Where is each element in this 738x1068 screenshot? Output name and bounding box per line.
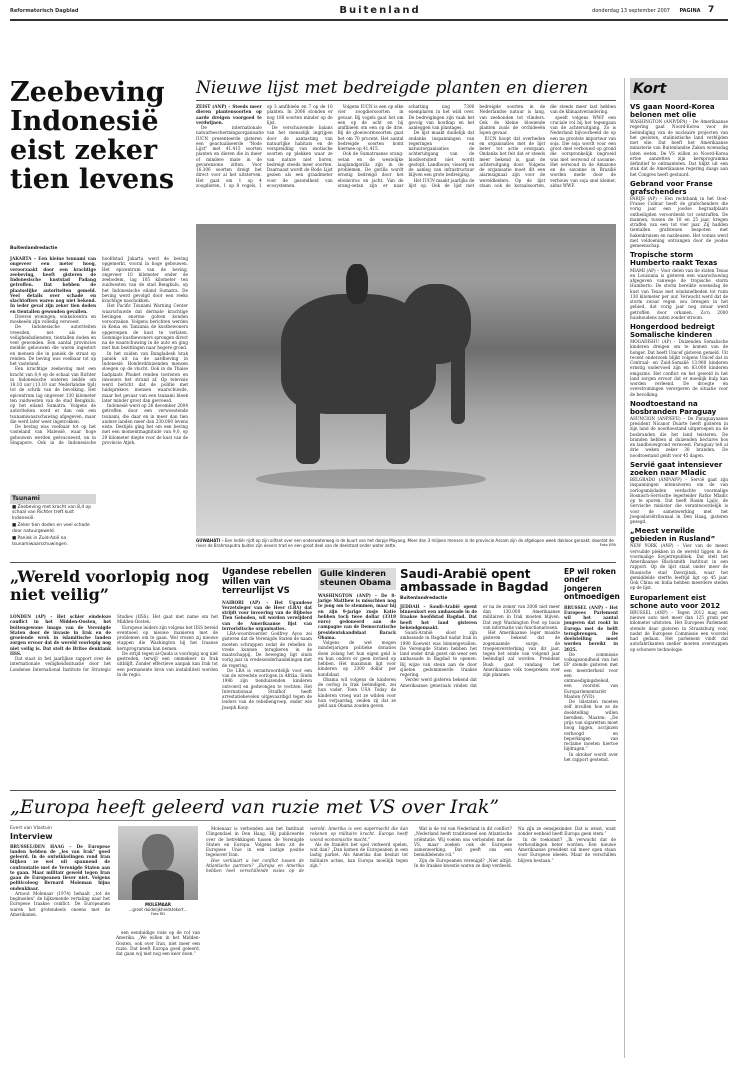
europa-photo-caption: MOLEMAAR ...groot duidelijkheidstekort... Foto RD xyxy=(118,902,198,916)
elephant-photo xyxy=(196,224,616,536)
plants-paragraph: Het IUCN maakt jaarlijks de lijst op. Ook de lijst met bedreigde soorten in de Nederlandse natuur is lang, van zeehonden tot vlinders. Ook de kleine bloeiende planten zoals de orchideeën lopen gevaar. xyxy=(408,104,546,188)
kort-label-banner xyxy=(630,78,728,100)
plants-intro: ZEIST (ANP) – Steeds meer dieren plantensoorten op aarde dreigen voorgoed te verdwijnen. xyxy=(196,104,262,125)
rider xyxy=(346,264,368,304)
plants-paragraph: De verschuivende balans van het menselijk ingrijpen door de aantasting van natuurlijke habitats en de verspreiding van exotische soorten op plekken waar ze van nature niet horen, bedreigt steeds meer soorten. Daarnaast wordt de Rode Lijst gezien als een graadmeter voor de gezondheid van ecosystemen. xyxy=(266,125,333,188)
masthead-date: donderdag 13 september 2007 xyxy=(592,8,670,14)
plants-paragraph: Volgens IUCN is een op elke vier zoogdiersoorten in gevaar. Bij vogels gaat het om een op de acht en bij amfibieën om een op de drie. Bij de gloeiwormsoorten gaat het om 70 procent. Het aantal bedreigde soorten komt hiermee op 41.415. xyxy=(337,104,404,151)
middle-east-intro: LONDEN (AP) – Het schier eindeloze conflict in het Midden-Oosten, het buitengewone imago van de Verenigde Staten door de invasie in Irak en de groeiende wrok in islamitische landen zorgen ervoor dat de wereld voorlopig nog niet veilig is. Dat stelt de Britse denktank IISS. xyxy=(10,614,111,656)
europa-intro: BRUSSEL/DEN HAAG – De Europese landen hebben de „les van Irak” goed geleerd. In de ontwikkelingen rond Iran blijken ze wel uit spannend de confrontatie met de Verenigde Staten aan te gaan. Maar militair geweld tegen Iran gaan de Europeanen liever niet. Volgens politicoloog Bernard Moleman bijna ondenkbaar. xyxy=(10,843,110,891)
kort-label: Kort xyxy=(633,81,667,97)
elephant-leg xyxy=(296,394,320,464)
saudi-paragraph: Het Amerikaanse leger maakte gisteren bekend dat de zogenaamde surge, de troepenversterking van dit jaar, tegen het einde van volgend jaar beëindigd zal worden. President Bush gaat vandaag het Amerikaanse volk toespreken over zijn plannen. xyxy=(483,630,560,678)
kort-item: „Meest verwilde gebieden in Rusland” NEW YORK (ANP) – Vier van de meest vervuilde plekken in de wereld liggen in de voormalige Sovjetrepubliek. Dat stelt het Amerikaanse Blacksmith Instituut in een rapport. Op de lijst staat onder meer de Russische stad Dzerzjinsk, waar het gemiddelde sterfte leeftijd ligt op 45 jaar. Ook China en India hebben meerdere steden op de lijst. xyxy=(630,527,728,591)
ep-paragraph: De lidstaten moeten zelf invullen hoe ze de doelstelling willen bereiken. Maaten: „De prijs van sigaretten moet hoog liggen, accijnzen verhoogd en beperkingen van reclame moeten hiertoe bijdragen.” xyxy=(564,699,618,752)
plants-rule xyxy=(196,100,616,101)
europa-paragraph: een eenduidige visie op de rol van Amerika. „We willen in het Midden-Oosten, ook over Iran, niet meer een ruzie. Dat heeft Europa goed geleerd, dat gaan wij niet nog een keer doen.” xyxy=(116,930,200,956)
plants-paragraph: speelt volgens WWF een cruciale rol bij het tegengaan van de achteruitgang. Zo is Nederland bijvoorbeeld de op een na grootste importeur van soja. Die soja wordt voor een groot deel verbouwd op grond die oorspronkelijk begroeid was met oerwoud of savanne. Het oerwoud in de Amazone en de savanne in Brazilië worden mede door de verbouw van soja snel kleiner, aldus WWF. xyxy=(550,114,616,188)
lead-paragraph: Indonesië werd op 26 december 2004 getroffen door een verwoestende tsunami, die daar en in meer dan tien andere landen meer dan 230.000 levens eiste. Destijds ging het om een beving met een momentmagnitude van 9,0, op 29 kilometer diepte voor de kust van de provincie Atjeh. xyxy=(102,403,188,445)
ep-paragraph: De commissie volksgezondheid van het EP stemde gisteren met een meerderheid voor een ontmoedigingsbeleid, een voorstel van Europarlementariër Maaten (VVD). xyxy=(564,651,618,699)
ep-paragraph: In oktober wordt over het rapport gestemd. xyxy=(564,751,618,762)
interviewee-photo xyxy=(118,826,198,900)
page-number: 7 xyxy=(708,5,715,15)
europa-kicker: Interview xyxy=(10,831,53,841)
europa-paragraph: Arnout Molenaar (1974) behaalt „tot de beginselen” de bijkomende vertaling naar het Europese Iraakse conflict. De Europeanen waren het grotendeels oneens met de Amerikanen. xyxy=(10,890,110,917)
plants-body xyxy=(196,104,616,222)
saudi-paragraph: Saudi-Arabië sloot zijn ambassade in Bagdad nadat Irak in 1990 Koeweit was binnengevallen. De Verenigde Staten hebben het land onder druk gezet om weer een ambassade in Bagdad te openen. Bij wijze van steun aan de door sjiieten gedomineerde Iraakse regering. xyxy=(400,630,477,678)
europa-paragraph: Hoe verklaart u het conflict tussen de Atlantische partners? „Europa en Amerika hebben heel verschillende visies op de wereld. Amerika is een supermacht die kan rekenen op militaire kracht. Europa heeft vooral economische macht.” xyxy=(206,826,408,873)
europa-paragraph: Zijn de Europeanen verenigd? „Niet altijd. In de Iraakse kwestie waren ze diep verdeeld. Nu zijn ze eensgezinder. Dat is winst, want zonder eenheid heeft Europa geen stem.” xyxy=(414,826,616,868)
middle-east-article xyxy=(10,568,218,780)
lead-paragraph: Het Pacific Tsunami Warning Center waarschuwde dat dermate krachtige bevingen enorme golven konden veroorzaken. Volgens berichten werden in Kenia en Tanzania de kustbewoners opgeroepen de kust te verlaten. Sommige kustbewoners sprongen direct na de waarschuwing in de auto en ging met hun bezittingen naar hogere grond. xyxy=(102,303,188,351)
plants-paragraph: IUCN hoopt dat overheden en organisaties met de lijst beter tot actie overgaan. Ondanks het feit dat er steeds meer bekend is, gaat de achteruitgang door. Volgens de organisatie moet dit een alarmsignaal zijn voor de wereldleiders. Op de lijst staan ook de koraalsoorten, die steeds meer last hebben van de klimaatverandering. xyxy=(479,104,616,188)
section-title: Buitenland xyxy=(339,5,421,16)
europa-body xyxy=(116,930,200,1058)
factbox-item: ■ Paniek in Zuid-Azië na tsunamiwaarschuwingen. xyxy=(12,536,69,547)
europa-photo-credit: Foto RD xyxy=(150,912,166,916)
page-label: PAGINA xyxy=(679,8,701,14)
europa-paragraph: Wat is de rol van Nederland in dit conflict? „Nederland heeft traditioneel een Atlantische oriëntatie. Wij voelen ons verbonden met de VS, maar zoeken ook de Europese samenwerking. Dat geeft ons een bemiddelende rol.” xyxy=(414,826,512,858)
factbox-item: ■ Zeker tien doden en veel schade door natuurgeweld. xyxy=(12,523,90,534)
kort-item: Europarlement eist schone auto voor 2012 BRUSSEL (ANP) – Tegen 2012 mag een nieuwe auto niet meer dan 125 gram per kilometer uitstoten. Het Europees Parlement stemde daar gisteren in Straatsburg voor, nadat de Europese Commissie een voorstel had gedaan. Het parlement vindt dat autofabrikanten sneller moeten overstappen op schonere technologie. xyxy=(630,593,728,652)
plants-paragraph: De lijst maakt duidelijk dat ondanks inspanningen van regeringen en natuurorganisaties de achteruitgang van de biodiversiteit niet wordt gestopt. Landbouw, visserij en de aanleg van infrastructuur blijven een grote bedreiging. xyxy=(408,130,475,178)
elephant-leg xyxy=(386,394,410,464)
kort-item: Servië gaat intensiever zoeken naar Mladic BELGRADO (ANP/AFP) – Servië gaat zijn inspanningen intensiveren om de van oorlogsmisdaden verdachte voormalige Bosnisch-Servische legerleider Ratko Mladic op te sporen. Dat heeft Rasim Ljajic, de Servische minister die verantwoordelijk is voor de samenwerking met het Joegoslaviëtribunaal in Den Haag, gisteren gezegd. xyxy=(630,460,728,525)
saudi-headline: Saudi-Arabië opent ambassade in Bagdad xyxy=(400,567,549,595)
kort-item: Hongerdood bedreigt Somalische kinderen MOGADISHU (AP) – Duizenden Somalische kinderen dreigen om te komen van de honger. Dat heeft Unicef gisteren gemeld. Uit recent onderzoek blijkt volgens Unicef dat in Centraal- en Zuid-Somalië 13.900 kinderen ernstig ondervoed zijn en 83.000 kinderen enigszins. Het conflict en het geweld in het land zorgen ervoor dat er moeilijk hulp kan worden verleend. De droogte en overstromingen verergeren de situatie voor de bevolking. xyxy=(630,323,728,397)
factbox-item: ■ Zeebeving met kracht van 8,4 op schaal van Richter treft kust Indonesië. xyxy=(12,504,91,521)
gulle-paragraph: Obama wil volgens de kinderen de oorlog in Irak beëindigen, zei hun vader. Toen USA Today de kinderen vroeg wat ze wilden voor hun verjaardag, zeiden zij dat ze geld aan Obama zouden geven. xyxy=(318,676,396,709)
ep-headline: EP wil roken onder jongeren ontmoedigen xyxy=(564,567,620,602)
uganda-article xyxy=(222,568,312,780)
uganda-headline: Ugandese rebellen willen van terreurlijst VS xyxy=(222,567,312,597)
europa-rule xyxy=(10,820,616,821)
kort-item: Noodtoestand na bosbranden Paraguay ASUNCION (ANP/EFE) – De Paraguayaanse president Nicanor Duarte heeft gisteren in zijn land de noodtoestand uitgeroepen na de bosbranden die het land teisteren. De branden hebben al duizenden hectares bos en landbouwgrond verwoest. Paraguay telt al drie weken zeker 30 branden. De noodtoestand geldt voor 45 dagen. xyxy=(630,399,728,458)
water-reflection xyxy=(256,469,486,489)
row2-rule xyxy=(10,562,616,563)
middle-east-paragraph: Europese leiders zijn volgens het IISS bereid eventueel op nieuwe manieren met de problemen om te gaan. Wel vrezen zij nieuwe stappen die Washington bij het Iraanse kernprogramma kan nemen. xyxy=(117,624,218,651)
paper-name: Reformatorisch Dagblad xyxy=(10,8,79,14)
gulle-paragraph: Volgens de wet mogen minderjarigen politieke donaties doen zolang het hun eigen geld is en hun ouders er geen invloed op hebben. Het maximum ligt voor kinderen op 2300 dollar per kandidaat. xyxy=(318,640,396,677)
gulle-headline: Gulle kinderen steunen Obama xyxy=(320,569,391,587)
photo-caption: GUWAHATI – Een Indiër rijdt op zijn olifant over een onderwaterweg in de buurt van het dorpje Mayang. Meer dan 3 miljoen mensen in de provincie Assam zijn de afgelopen week dakloos geraakt, doordat de rivier de Brahmaputra buiten zijn oevers trad en een groot deel van de deelstaat onder water zette. Foto EPA xyxy=(196,538,616,548)
middle-east-headline: „Wereld voorlopig nog niet veilig” xyxy=(10,567,210,604)
masthead xyxy=(10,4,728,18)
saudi-article xyxy=(400,568,560,780)
kort-item: VS gaan Noord-Korea belonen met olie WASHINGTON (ANP/DPA) – De Amerikaanse regering gaat Noord-Korea voor de beëindiging van de nucleaire projecten van het gesloten, stalinistische land verblijden met olie. Dat heeft het Amerikaanse ministerie van Buitenlandse Zaken woensdag laten weten. De VS willen zo Noord-Korea ertoe aanzetten zijn kernprogramma definitief te ontmantelen. Dat blijkt uit een stuk dat de Amerikaanse regering daags aan het Congres heeft gestuurd. xyxy=(630,103,728,177)
uganda-paragraph: De LRA is verantwoordelijk voor een van de wreedste oorlogen in Afrika. Sinds 1986 zijn tienduizenden kinderen ontvoerd en gedwongen te vechten. Het Internationaal Strafhof heeft arrestatiebevelen uitgevaardigd tegen de leiders van de rebellengroep, onder wie Joseph Kony. xyxy=(222,667,312,710)
tsunami-factbox xyxy=(10,494,96,547)
saudi-intro: JEDDAH – Saudi-Arabië opent binnenkort een ambassade in de Iraakse hoofdstad Bagdad. Dat heeft het land gisteren bekendgemaakt. xyxy=(400,603,477,630)
photo-credit: Foto EPA xyxy=(599,542,616,547)
middle-east-paragraph: De strijd tegen al-Qaida is voorlopig nog niet gestreden, terwijl een ommekeer in Irak uitblijft. Zonder effectieve aanpak kan Irak tot een permanente bron van instabiliteit worden in de regio. xyxy=(117,650,218,677)
factbox-title: Tsunami xyxy=(10,494,96,504)
plants-paragraph: De internationale natuurbeschermingsorganisatie IUCN presenteerde gisteren een geactualiseerde "Rode Lijst" met 41.415 soorten planten en dieren die in meer of mindere mate in de gevarenzone zitten. Voor 16.306 soorten dreigt het direct voor al het uitsterven. Het gaat om 1 op 4 zoogdieren, 1 op 8 vogels, 1 op 3 amfibieën en 7 op de 10 planten. In 2006 stonden er nog 188 soorten minder op de lijst. xyxy=(196,104,333,188)
lead-paragraph: Diverse woningen, winkelcentra en moskeeën zijn volledig verwoest. xyxy=(10,313,96,324)
europa-left xyxy=(10,826,110,1058)
europa-paragraph: In de toekomst? „Ik verwacht dat de verhoudingen beter worden. Een nieuwe Amerikaanse president zal meer open staan voor Europese ideeën. Maar de verschillen blijven bestaan.” xyxy=(518,836,616,863)
elephant-trunk xyxy=(451,334,465,424)
middle-east-paragraph: Dat staat in het jaarlijkse rapport over de internationale veiligheidssituatie door het Londense International Institute for Strategic Studies (IISS). Het gaat met name om het Midden-Oosten. xyxy=(10,614,218,672)
gulle-headline-banner xyxy=(318,568,396,590)
lead-byline: Buitenlandredactie xyxy=(10,246,58,251)
saudi-paragraph: Verder werd gisteren bekend dat Amerikaanse generaals vinden dat er na de zomer van 2008 niet meer dan 130.000 Amerikaanse militairen in Irak moeten blijven. Dat zegt Washington Post op basis van informatie van functionarissen. xyxy=(400,603,560,688)
plants-paragraph: Ook de Sumatraanse orang-oetan en de westelijke laaglandgorilla zijn in de problemen. De gorilla wordt ernstig bedreigd door het ebolavirus en jacht. Van de orang-oetan zijn er naar schatting nog 7300 exemplaren in het wild over. De bedreigingen zijn vaak het gevolg van houtkap en het aanleggen van plantages. xyxy=(337,104,475,188)
europa-photo-block xyxy=(116,826,200,926)
europa-byline: Evert van Vlastuin xyxy=(10,826,53,831)
kort-item: Tropische storm Humberto raakt Texas MIAMI (AP) – Voor delen van de staten Texas en Louisiana is gisteren een waarschuwing afgegeven vanwege de tropische storm Humberto. De storm bereikte woensdag de kust van Texas met windsnelheden tot ruim 130 kilometer per uur. Verwacht werd dat de storm zwaar regen zou brengen in het gebied, dat vorig jaar nog zwaar werd getroffen door orkanen. Zo'n 2000 huishoudens zaten zonder stroom. xyxy=(630,251,728,320)
saudi-byline: Buitenlandredactie xyxy=(400,596,448,602)
uganda-paragraph: LRA-woordvoerder Godfrey Ayoo zei gisteren dat de Verenigde Staten de naam moeten schrappen zodat de rebellen in vrede kunnen terugkeren in de maatschappij. De beweging ligt sinds vorig jaar in vredesonderhandelingen met de regering. xyxy=(222,631,312,668)
gulle-article xyxy=(318,568,396,780)
row3-rule xyxy=(10,790,616,791)
lead-paragraph: In het zuiden van Bangladesh brak paniek uit na de aardbeving in Indonesië. Honderdduizenden mensen sloegen op de vlucht. Ook in de Thaise badplaats Phuket renden toeristen en inwoners het strand af. Op televisie werd bericht dat de politie met luidsprekers mensen waarschuwde, maar het gevaar van een tsunami bleek later minder groot dan gevreesd. xyxy=(102,350,188,403)
masthead-rule xyxy=(10,19,728,21)
ep-article xyxy=(564,568,618,780)
europa-headline: „Europa heeft geleerd van ruzie met VS over Irak” xyxy=(10,796,500,818)
europa-columns xyxy=(206,826,616,1058)
lead-paragraph: De beving was voelbaar tot op het vasteland van Maleisië, waar hoge gebouwen werden geëvacueerd, en in Singapore. Ook in de Indonesische hoofdstad Jakarta werd de beving opgemerkt, vooral in hoge gebouwen. Het epicentrum van de beving, ongeveer 10 kilometer onder de zeebodem, lag 105 kilometer ten zuidwesten van de stad Bengkulu, op het Indonesische eiland Sumatra. De beving werd gevolgd door een reeks krachtige naschokken. xyxy=(10,256,188,445)
uganda-intro: NAIROBI (AP) – Het Ugandese Verzetsleger van de Heer (LRA) dat strijdt voor invoering van de Bijbelse Tien Geboden, wil worden verwijderd van de Amerikaanse lijst van terroristische organisaties. xyxy=(222,599,312,631)
ep-intro: BRUSSEL (ANP) – Het Europees Parlement wil het aantal jongeren dat rookt in Europa met de helft terugbrengen. De doelstelling moet worden bereikt in 2025. xyxy=(564,604,618,652)
europa-paragraph: Als de Iraniërs het spel verkeerd spelen, wat dan? „Dan komen de Europeanen in een lastig parket. Als Amerika dan besluit tot militaire acties, kan Europa moeilijk tegen zijn.” xyxy=(310,841,408,868)
lead-paragraph: De Indonesische autoriteiten vreesden, net als de veiligheidsdiensten, tientallen doden en veel gewonden. Een aantal provincies meldde gebouwen die waren ingestort en mensen die in paniek de straat op renden. De beving was voelbaar tot op het vasteland. xyxy=(10,324,96,366)
kort-sidebar xyxy=(624,78,728,1058)
lead-intro: JAKARTA – Een kleine tsunami van ongeveer een meter hoog, veroorzaakt door een krachtige zeebeving, heeft gisteren de Indonesische kuststad Padang getroffen. Dat hebben de plaatselijke autoriteiten gemeld. Veel details over schade en slachtoffers waren nog niet bekend. In ieder geval zijn zeker tien doden en tientallen gewonden gevallen. xyxy=(10,256,96,314)
lead-headline: Zeebeving Indonesië eist zeker tien levens xyxy=(10,77,175,196)
kort-item: Gebrand voor Franse grafschenders PARIJS (AP) – Een rechtbank in het Oost-Franse Colmar heeft de grafschenders die vorig jaar een joodse begraafplaats ontheiligden veroordeeld tot celstraffen. De mannen, tussen de 18 en 25 jaar, kregen straffen van een tot vier jaar. Zij hadden tientallen grafstenen bespoten met hakenkruizen en nazileuzen. Het vonnis werd met voldoening ontvangen door de joodse gemeenschap. xyxy=(630,179,728,249)
lead-paragraph: Een krachtige zeebeving met een kracht van 8,4 op de schaal van Richter in Indonesische wateren leidde om 18.10 uur (13.10 uur Nederlandse tijd) tot de schrik van de bevolking. Het epicentrum lag ongeveer 130 kilometer ten zuidwesten van de stad Bengkulu, op het eiland Sumatra. Volgens de autoriteiten werd er dan ook een tsunamiwaarschuwing afgegeven, maar die werd later weer ingetrokken. xyxy=(10,366,96,424)
gulle-intro: WASHINGTON (ANP) – De 8-jarige Matthew is misschien nog te jong om te stemmen, maar hij en zijn 9-jarige zusje Katie hebben toch twee dollar (3318 euro) gedoneerd aan de campagne van de Democratische presidentskandidaat Barack Obama. xyxy=(318,592,396,640)
plants-headline: Nieuwe lijst met bedreigde planten en dieren xyxy=(196,78,589,98)
europa-paragraph: Molenaar is verbonden aan het Instituut Clingendael in Den Haag. Hij publiceerde over de betrekkingen tussen de Verenigde Staten en Europa. Volgens hem zit de Europese Unie in een lastige positie tegenover Iran. xyxy=(206,826,304,858)
